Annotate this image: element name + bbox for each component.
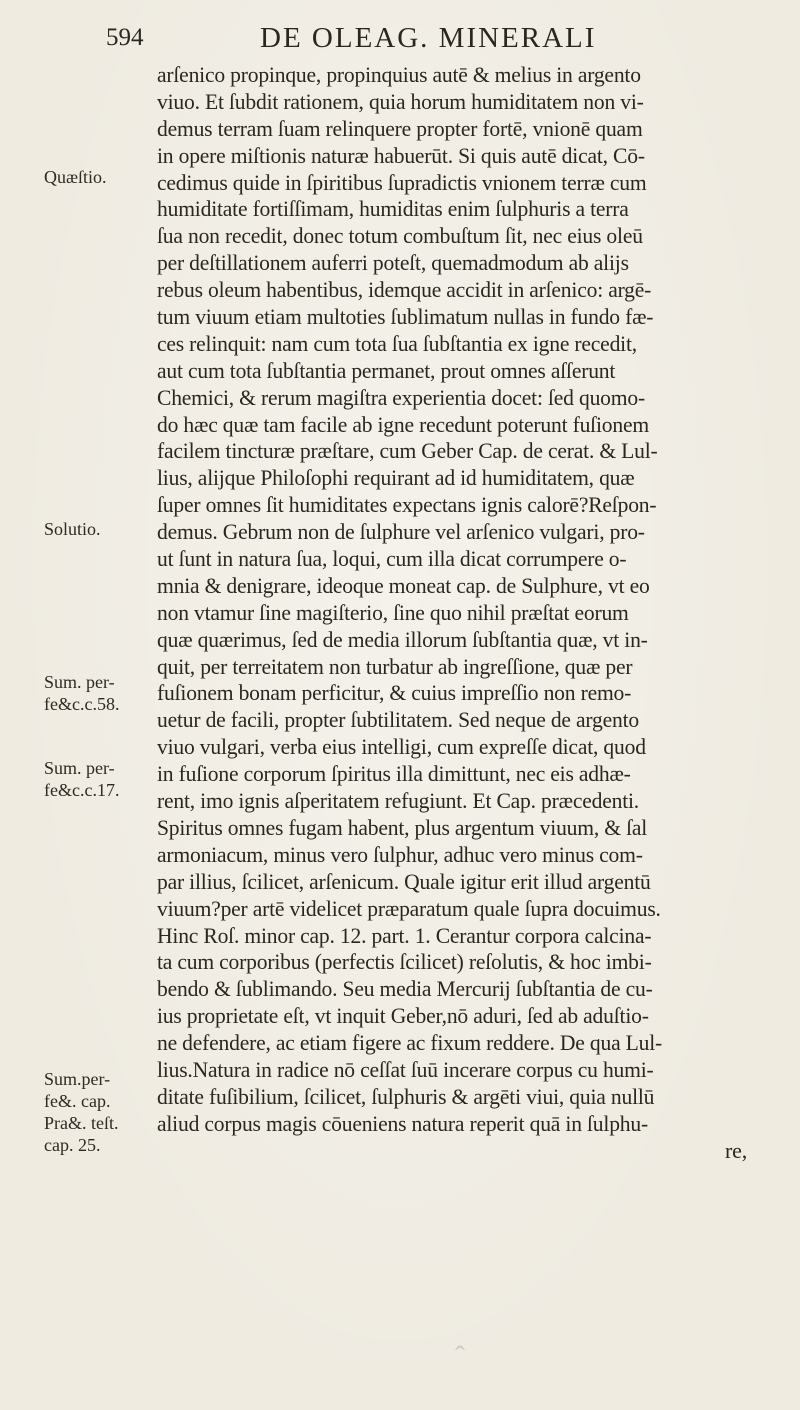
text-line: humiditate fortiſſimam, humiditas enim ſulphuris a terra <box>157 196 629 222</box>
margin-note-line: Sum.per- <box>44 1069 111 1089</box>
text-line: viuum?per artē videlicet præparatum quale ſupra docuimus. <box>157 895 661 921</box>
text-line: per deſtillationem auferri poteſt, quemadmodum ab alijs <box>157 250 629 276</box>
margin-note-line: fe&. cap. <box>44 1091 111 1111</box>
text-line: arſenico propinque, propinquius autē & melius in argento <box>157 62 641 87</box>
text-line: demus. Gebrum non de ſulphure vel arſenico vulgari, pro- <box>157 519 645 545</box>
text-line: ſua non recedit, donec totum combuſtum ſit, nec eius oleū <box>157 223 643 249</box>
text-line: non vtamur ſine magiſterio, ſine quo nihil præſtat eorum <box>157 599 629 625</box>
margin-note-quaestio <box>44 166 148 188</box>
text-line: facilem tincturæ præſtare, cum Geber Cap. de cerat. & Lul- <box>157 438 658 464</box>
text-line: ut ſunt in natura ſua, loqui, cum illa dicat corrumpere o- <box>157 546 627 572</box>
text-line: viuo. Et ſubdit rationem, quia horum humiditatem non vi- <box>157 88 644 114</box>
text-line: Chemici, & rerum magiſtra experientia docet: ſed quomo- <box>157 384 645 410</box>
body-text <box>157 62 797 1165</box>
margin-note-line: Quæſtio. <box>44 167 107 187</box>
margin-note-line: fe&c.c.17. <box>44 780 120 800</box>
margin-note-line: Sum. per- <box>44 758 115 778</box>
margin-note-solutio <box>44 518 148 540</box>
margin-note-line: Solutio. <box>44 519 101 539</box>
text-line: bendo & ſublimando. Seu media Mercurij ſubſtantia de cu- <box>157 976 653 1002</box>
text-line: demus terram ſuam relinquere propter fortē, vnionē quam <box>157 115 643 141</box>
text-line: lius.Natura in radice nō ceſſat ſuū incerare corpus cu humi- <box>157 1056 654 1082</box>
margin-note-sum-perfect-cap <box>44 1068 148 1156</box>
text-line: rebus oleum habentibus, idemque accidit in arſenico: argē- <box>157 277 652 303</box>
text-line: aut cum tota ſubſtantia permanet, prout omnes aſſerunt <box>157 357 616 383</box>
text-line: ne defendere, ac etiam figere ac fixum reddere. De qua Lul- <box>157 1030 663 1056</box>
text-line: Spiritus omnes fugam habent, plus argentum viuum, & ſal <box>157 814 648 840</box>
text-line: do hæc quæ tam facile ab igne recedunt poterunt fuſionem <box>157 411 649 437</box>
text-line: quit, per terreitatem non turbatur ab ingreſſione, quæ per <box>157 653 633 679</box>
text-line: tum viuum etiam multoties ſublimatum nullas in fundo fæ- <box>157 304 654 330</box>
bleed-through-mark: ˆ <box>455 1340 465 1373</box>
text-line: uetur de facili, propter ſubtilitatem. Sed neque de argento <box>157 707 639 733</box>
text-line: ditate fuſibilium, ſcilicet, ſulphuris & argēti viui, quia nullū <box>157 1083 655 1109</box>
margin-note-line: Pra&. teſt. <box>44 1113 119 1133</box>
text-line: ta cum corporibus (perfectis ſcilicet) reſolutis, & hoc imbi- <box>157 949 652 975</box>
text-line: par illius, ſcilicet, arſenicum. Quale igitur erit illud argentū <box>157 868 651 894</box>
text-line: fuſionem bonam perficitur, & cuius impreſſio non remo- <box>157 680 632 706</box>
text-line: cedimus quide in ſpiritibus ſupradictis vnionem terræ cum <box>157 169 647 195</box>
margin-note-line: Sum. per- <box>44 672 115 692</box>
margin-note-line: cap. 25. <box>44 1135 101 1155</box>
page-header <box>106 18 766 58</box>
text-line: in opere miſtionis naturæ habuerūt. Si quis autē dicat, Cō- <box>157 142 645 168</box>
text-line: Hinc Roſ. minor cap. 12. part. 1. Cerantur corpora calcina- <box>157 922 652 948</box>
text-line: in fuſione corporum ſpiritus illa dimittunt, nec eis adhæ- <box>157 761 631 787</box>
text-line: rent, imo ignis aſperitatem refugiunt. Et Cap. præcedenti. <box>157 788 640 814</box>
margin-note-line: fe&c.c.58. <box>44 694 120 714</box>
text-line: quæ quærimus, ſed de media illorum ſubſtantia quæ, vt in- <box>157 626 648 652</box>
running-head: DE OLEAG. MINERALI <box>260 22 597 54</box>
text-line: ces relinquit: nam cum tota ſua ſubſtantia ex igne recedit, <box>157 330 637 356</box>
text-line: ſuper omnes ſit humiditates expectans ignis calorē?Reſpon- <box>157 492 657 518</box>
page-number: 594 <box>106 24 144 51</box>
text-line: armoniacum, minus vero ſulphur, adhuc vero minus com- <box>157 841 643 867</box>
text-line: viuo vulgari, verba eius intelligi, cum expreſſe dicat, quod <box>157 734 646 760</box>
catchword: re, <box>725 1137 747 1163</box>
text-line: ius proprietate eſt, vt inquit Geber,nō aduri, ſed ab aduſtio- <box>157 1003 649 1029</box>
text-line: mnia & denigrare, ideoque moneat cap. de Sulphure, vt eo <box>157 572 650 598</box>
text-line: lius, alijque Philoſophi requirant ad id humiditatem, quæ <box>157 465 635 491</box>
text-line: aliud corpus magis cōueniens natura reperit quā in ſulphu- <box>157 1110 648 1136</box>
margin-note-sum-perfect-58 <box>44 671 148 715</box>
margin-note-sum-perfect-17 <box>44 757 148 801</box>
